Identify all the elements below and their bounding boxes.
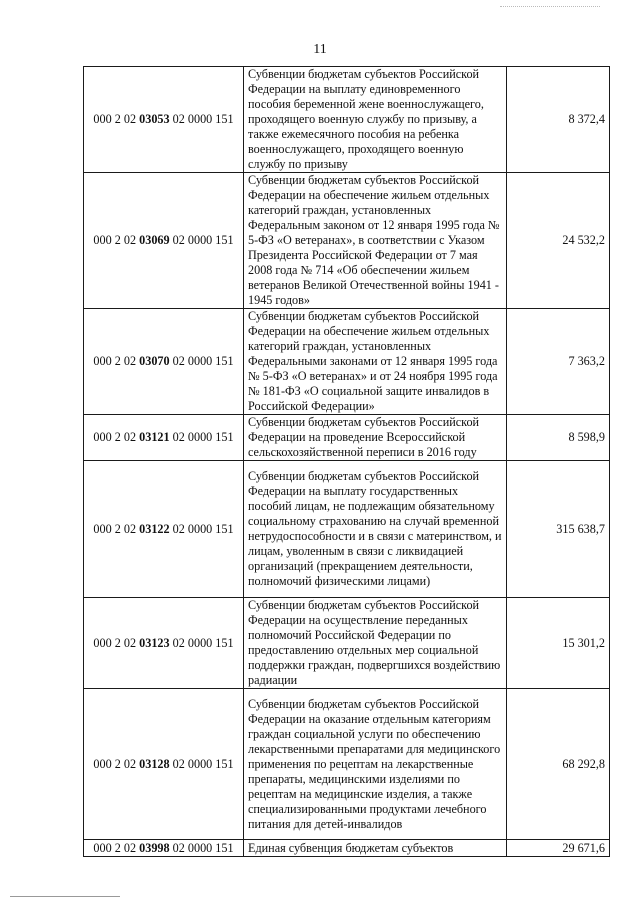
description-cell: Субвенции бюджетам субъектов Российской Федерации на оказание отдельным категориям граждан социальной услуги по обеспечению лекарственными препаратами для медицинского применения по рецептам на лекарственные препараты, медицинскими изделиями по рецептам на медицинские изделия, а также специализированными продуктами лечебного питания для детей-инвалидов (244, 689, 507, 840)
code-suffix: 02 0000 151 (169, 112, 234, 126)
amount-cell: 24 532,2 (507, 173, 610, 309)
table-row (84, 415, 610, 461)
code-suffix: 02 0000 151 (169, 756, 234, 771)
budget-code-cell (84, 67, 244, 173)
code-key: 03121 (139, 430, 170, 444)
budget-revenue-table (83, 66, 610, 857)
budget-code-cell (84, 689, 244, 840)
code-prefix: 000 2 02 (93, 756, 140, 771)
code-prefix: 000 2 02 (93, 354, 140, 368)
table-row (84, 689, 610, 840)
top-edge-rule (500, 6, 600, 7)
code-suffix: 02 0000 151 (169, 840, 234, 855)
code-suffix: 02 0000 151 (169, 521, 234, 536)
amount-cell: 29 671,6 (507, 840, 610, 857)
budget-code-cell (84, 309, 244, 415)
code-prefix: 000 2 02 (93, 840, 140, 855)
code-suffix: 02 0000 151 (169, 430, 234, 444)
budget-code-cell (84, 461, 244, 598)
code-suffix: 02 0000 151 (169, 233, 234, 247)
table-row (84, 67, 610, 173)
table-row (84, 461, 610, 598)
code-prefix: 000 2 02 (93, 635, 140, 650)
code-key: 03053 (139, 112, 170, 126)
footer-rule (10, 896, 120, 897)
amount-cell: 15 301,2 (507, 598, 610, 689)
table-row (84, 173, 610, 309)
code-suffix: 02 0000 151 (169, 354, 234, 368)
amount-cell: 8 372,4 (507, 67, 610, 173)
code-key: 03128 (139, 756, 170, 771)
page-number: 11 (313, 42, 327, 57)
table-row (84, 309, 610, 415)
amount-cell: 68 292,8 (507, 689, 610, 840)
description-cell: Субвенции бюджетам субъектов Российской Федерации на выплату единовременного пособия беременной жене военнослужащего, проходящего военную службу по призыву, а также ежемесячного пособия на ребенка военнослужащего, проходящего военную службу по призыву (244, 67, 507, 173)
code-prefix: 000 2 02 (93, 233, 140, 247)
description-cell: Субвенции бюджетам субъектов Российской Федерации на обеспечение жильем отдельных категорий граждан, установленных Федеральным законом от 12 января 1995 года № 5-ФЗ «О ветеранах», в соответствии с Указом Президента Российской Федерации от 7 мая 2008 года № 714 «Об обеспечении жильем ветеранов Великой Отечественной войны 1941 - 1945 годов» (244, 173, 507, 309)
description-cell: Субвенции бюджетам субъектов Российской Федерации на обеспечение жильем отдельных категорий граждан, установленных Федеральными законами от 12 января 1995 года № 5-ФЗ «О ветеранах» и от 24 ноября 1995 года № 181-ФЗ «О социальной защите инвалидов в Российской Федерации» (244, 309, 507, 415)
budget-code-cell (84, 415, 244, 461)
budget-code-cell (84, 840, 244, 857)
description-cell: Субвенции бюджетам субъектов Российской Федерации на проведение Всероссийской сельскохозяйственной переписи в 2016 году (244, 415, 507, 461)
amount-cell: 315 638,7 (507, 461, 610, 598)
code-prefix: 000 2 02 (93, 430, 140, 444)
table-row (84, 598, 610, 689)
budget-code-cell (84, 598, 244, 689)
code-suffix: 02 0000 151 (169, 635, 234, 650)
description-cell: Субвенции бюджетам субъектов Российской Федерации на осуществление переданных полномочий Российской Федерации по предоставлению отдельных мер социальной поддержки граждан, подвергшихся воздействию радиации (244, 598, 507, 689)
description-cell: Единая субвенция бюджетам субъектов (244, 840, 507, 857)
code-prefix: 000 2 02 (93, 521, 140, 536)
table-row (84, 840, 610, 857)
code-key: 03122 (139, 521, 170, 536)
code-key: 03070 (139, 354, 170, 368)
code-key: 03123 (139, 635, 170, 650)
code-key: 03998 (139, 840, 170, 855)
amount-cell: 8 598,9 (507, 415, 610, 461)
code-prefix: 000 2 02 (93, 112, 140, 126)
budget-code-cell (84, 173, 244, 309)
code-key: 03069 (139, 233, 170, 247)
amount-cell: 7 363,2 (507, 309, 610, 415)
description-cell: Субвенции бюджетам субъектов Российской Федерации на выплату государственных пособий лицам, не подлежащим обязательному социальному страхованию на случай временной нетрудоспособности и в связи с материнством, и лицам, уволенным в связи с ликвидацией организаций (прекращением деятельности, полномочий физическими лицами) (244, 461, 507, 598)
